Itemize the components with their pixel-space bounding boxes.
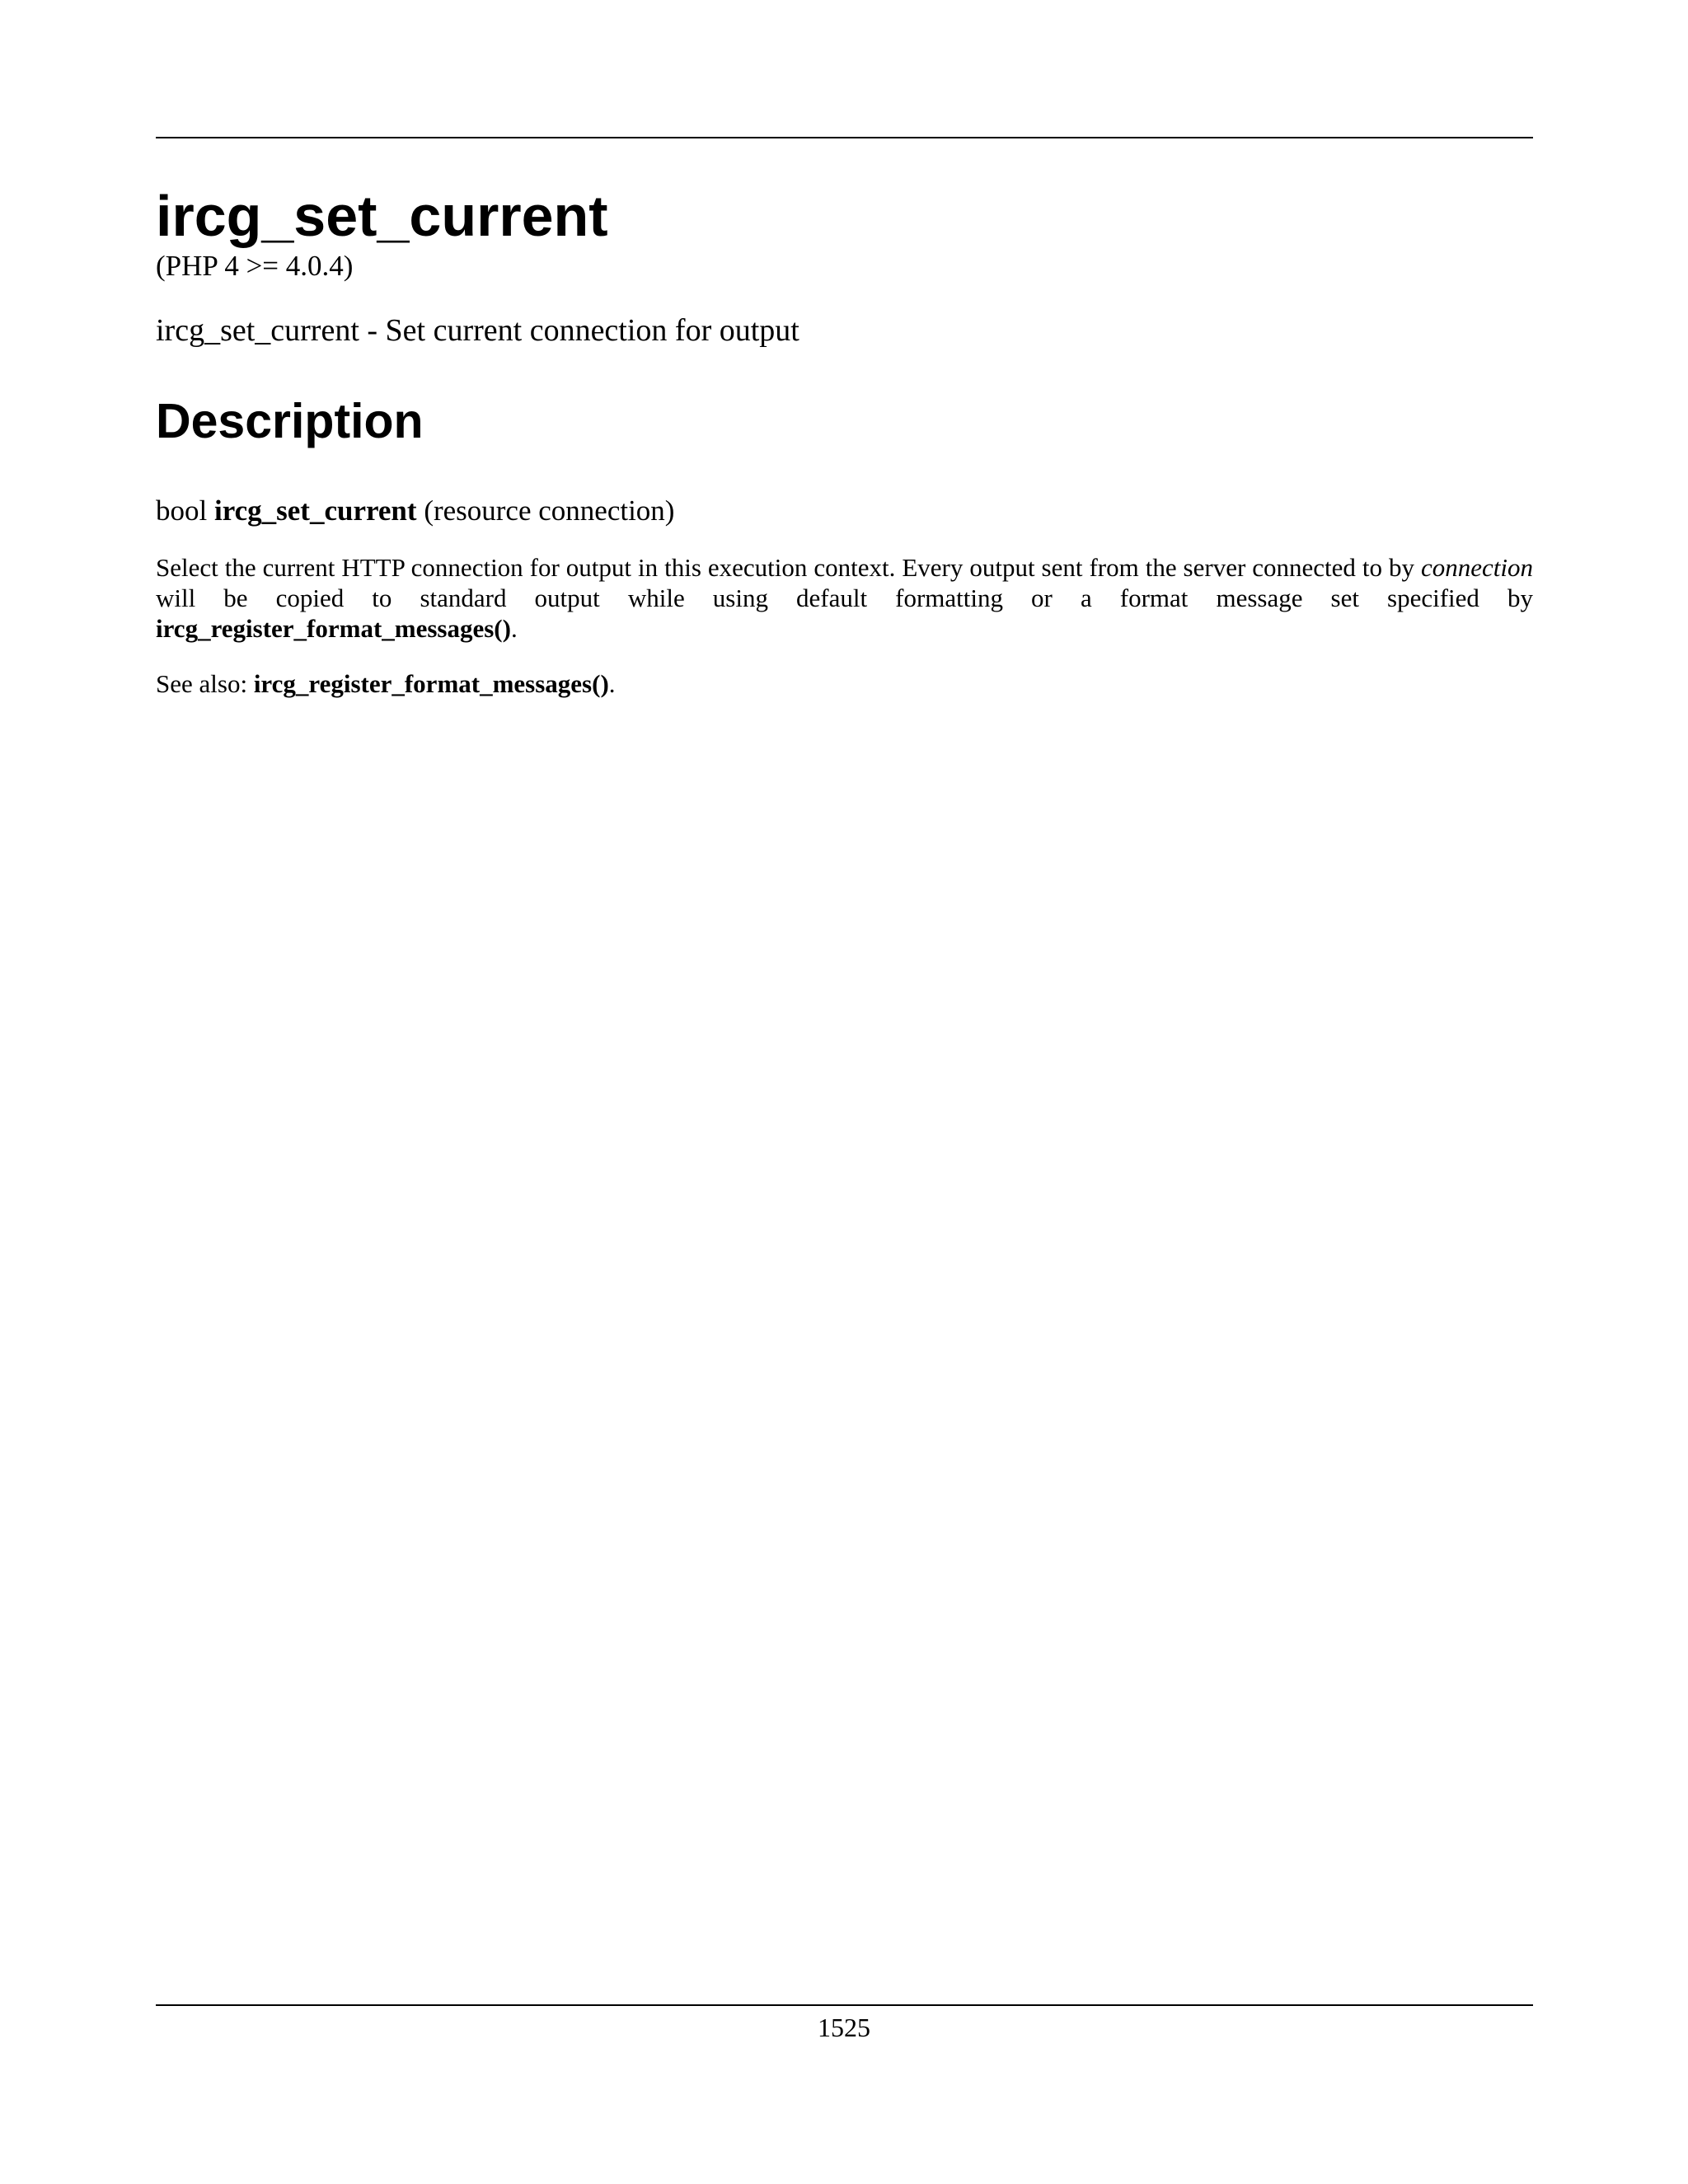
see-also-function-link[interactable]: ircg_register_format_messages() xyxy=(253,669,609,698)
function-name: ircg_set_current xyxy=(213,494,417,527)
footer-rule xyxy=(156,2004,1533,2006)
param-connection: connection xyxy=(1420,553,1533,582)
see-also-end: . xyxy=(608,669,616,698)
ref-purpose: ircg_set_current - Set current connection for output xyxy=(156,313,799,348)
page-number: 1525 xyxy=(818,2013,870,2042)
version-info: (PHP 4 >= 4.0.4) xyxy=(156,250,354,282)
page-content xyxy=(156,183,1533,699)
function-synopsis xyxy=(156,493,1533,529)
see-also-label: See also: xyxy=(156,669,254,698)
page-title: ircg_set_current xyxy=(156,184,608,248)
para-text-2: will be copied to standard output while using default formatting or a format message set specified by xyxy=(156,583,1533,612)
function-ref-link[interactable]: ircg_register_format_messages() xyxy=(156,614,511,643)
para-text-3: . xyxy=(510,614,518,643)
return-type: bool xyxy=(156,494,208,527)
description-paragraph xyxy=(156,552,1533,644)
header-rule xyxy=(156,137,1533,138)
description-heading: Description xyxy=(156,394,424,448)
para-text-1: Select the current HTTP connection for output in this execution context. Every output sent from the server connected to by xyxy=(156,553,1421,582)
see-also xyxy=(156,668,1533,699)
function-params: (resource connection) xyxy=(424,494,675,527)
